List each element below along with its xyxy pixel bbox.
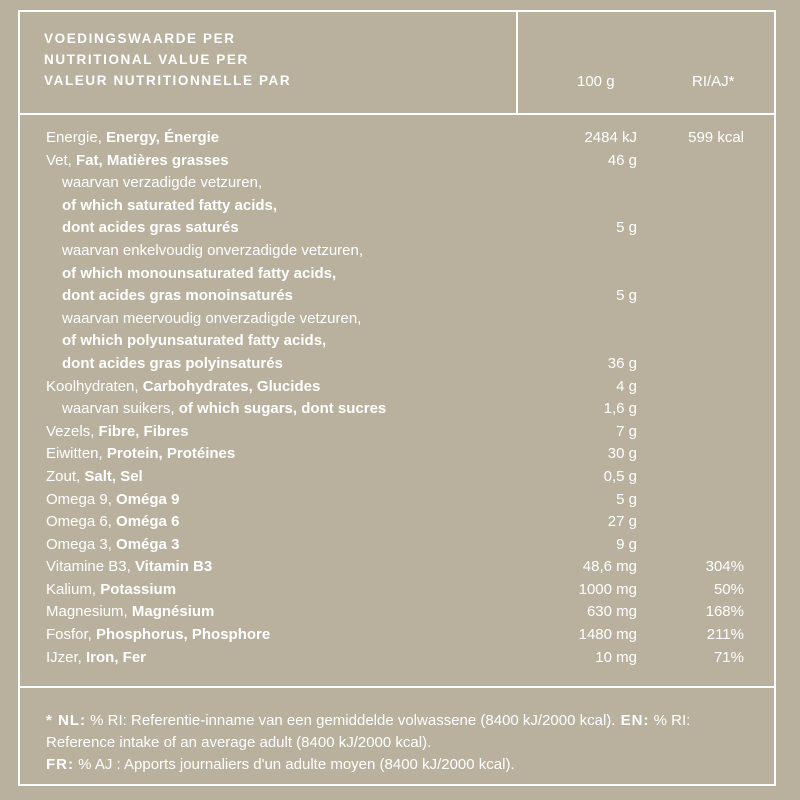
nutrient-label [62, 195, 277, 218]
nutrient-label [62, 330, 326, 353]
nutrient-label-en-fr: Vitamin B3 [134, 558, 213, 576]
nutrient-label-en-fr: Salt, Sel [84, 467, 143, 485]
nutrient-label-en-fr: Oméga 6 [116, 513, 180, 531]
nutrient-label [46, 466, 143, 489]
nutrient-label-nl: Zout, [46, 467, 85, 485]
nutrient-label [46, 511, 179, 534]
column-header-ri: RI/AJ* [692, 73, 735, 90]
nutrient-label-nl: waarvan meervoudig onverzadigde vetzuren, [62, 309, 362, 327]
value-per-100g: 30 g [607, 445, 637, 463]
value-ri: 71% [713, 648, 744, 666]
nutrient-label [46, 556, 212, 579]
value-ri: 211% [706, 626, 744, 644]
table-row [20, 579, 774, 602]
table-row [20, 489, 774, 512]
table-row [20, 398, 774, 421]
nutrient-label-en-fr: dont acides gras saturés [62, 219, 239, 237]
value-per-100g: 1,6 g [603, 400, 637, 418]
nutrient-label-nl: waarvan suikers, [62, 400, 179, 418]
nutrient-label [62, 285, 293, 308]
footnote-divider [20, 686, 774, 688]
nutrient-label-nl: Omega 6, [46, 513, 117, 531]
value-per-100g: 5 g [616, 490, 637, 508]
header-titles [44, 28, 291, 91]
nutrient-label [46, 624, 270, 647]
value-per-100g: 630 mg [586, 603, 637, 621]
nutrient-label [62, 308, 361, 331]
nutrient-label-en-fr: Phosphorus, Phosphore [96, 626, 271, 644]
nutrient-label-en-fr: Oméga 3 [116, 535, 180, 553]
table-row [20, 127, 774, 150]
nutrient-label [62, 172, 262, 195]
value-per-100g: 0,5 g [603, 467, 637, 485]
table-row [20, 172, 774, 195]
nutrient-label-en-fr: Magnésium [131, 603, 215, 621]
table-row [20, 511, 774, 534]
footnote-fr-tag: FR: [46, 756, 74, 773]
value-per-100g: 46 g [607, 151, 637, 169]
nutrient-label [46, 534, 179, 557]
table-row [20, 195, 774, 218]
value-ri: 50% [713, 580, 744, 598]
header-title-nl: VOEDINGSWAARDE PER [44, 31, 236, 46]
value-per-100g: 4 g [616, 377, 637, 395]
nutrient-label-en-fr: of which polyunsaturated fatty acids, [62, 332, 327, 350]
table-row [20, 556, 774, 579]
nutrient-label [62, 240, 363, 263]
nutrient-label-en-fr: Potassium [100, 580, 177, 598]
value-ri: 168% [705, 603, 744, 621]
nutrient-label [46, 647, 146, 670]
nutrient-label-nl: Koolhydraten, [46, 377, 143, 395]
table-row [20, 330, 774, 353]
nutrient-label [46, 421, 189, 444]
nutrient-label [62, 217, 239, 240]
nutrient-label-nl: IJzer, [46, 648, 87, 666]
nutrient-label-nl: Fosfor, [46, 626, 97, 644]
table-row [20, 308, 774, 331]
table-header [20, 12, 774, 115]
value-per-100g: 1480 mg [578, 626, 637, 644]
table-row [20, 263, 774, 286]
header-title-fr: VALEUR NUTRITIONNELLE PAR [44, 73, 292, 88]
value-per-100g: 36 g [607, 354, 637, 372]
nutrient-label-en-fr: Oméga 9 [116, 490, 180, 508]
table-row [20, 150, 774, 173]
nutrient-label [46, 376, 320, 399]
nutrient-label-en-fr: Energy, Énergie [106, 129, 220, 146]
nutrient-label-nl: Vezels, [46, 422, 99, 440]
footnote [46, 710, 746, 776]
nutrient-label-nl: Vitamine B3, [46, 558, 135, 576]
value-per-100g: 2484 kJ [584, 129, 637, 146]
nutrient-label-en-fr: of which sugars, dont sucres [178, 400, 387, 418]
nutrient-label-nl: Omega 3, [46, 535, 117, 553]
table-row [20, 443, 774, 466]
nutrient-label-nl: Energie, [46, 129, 107, 146]
table-row [20, 647, 774, 670]
nutrient-label-en-fr: dont acides gras polyinsaturés [62, 354, 283, 372]
nutrient-label [46, 489, 179, 512]
table-row [20, 285, 774, 308]
footnote-en-tag: EN: [615, 712, 650, 729]
value-per-100g: 10 mg [595, 648, 637, 666]
nutrient-label-nl: Omega 9, [46, 490, 117, 508]
table-row [20, 601, 774, 624]
nutrient-label-nl: Kalium, [46, 580, 101, 598]
value-per-100g: 9 g [616, 535, 637, 553]
header-divider [516, 12, 518, 113]
footnote-fr-text: % AJ : Apports journaliers d'un adulte moyen (8400 kJ/2000 kcal). [74, 756, 515, 773]
nutrient-label-nl: waarvan enkelvoudig onverzadigde vetzuren, [62, 241, 364, 259]
nutrient-label [62, 398, 386, 421]
table-row [20, 240, 774, 263]
nutrient-rows [20, 127, 774, 669]
nutrient-label-en-fr: Fibre, Fibres [98, 422, 189, 440]
nutrient-label-en-fr: Protein, Protéines [106, 445, 236, 463]
table-row [20, 353, 774, 376]
nutrient-label-nl: Magnesium, [46, 603, 132, 621]
header-title-en: NUTRITIONAL VALUE PER [44, 52, 249, 67]
nutrient-label-en-fr: of which saturated fatty acids, [62, 196, 278, 214]
nutrition-table [18, 10, 776, 786]
value-ri: 304% [705, 558, 744, 576]
nutrient-label-en-fr: of which monounsaturated fatty acids, [62, 264, 337, 282]
nutrient-label [46, 443, 235, 466]
nutrient-label [62, 263, 336, 286]
nutrient-label [46, 127, 219, 150]
nutrient-label-nl: waarvan verzadigde vetzuren, [62, 174, 263, 192]
value-ri: 599 kcal [688, 129, 744, 146]
nutrient-label-en-fr: dont acides gras monoinsaturés [62, 287, 293, 305]
table-row [20, 421, 774, 444]
nutrient-label-nl: Eiwitten, [46, 445, 107, 463]
nutrient-label [46, 579, 176, 602]
value-per-100g: 1000 mg [578, 580, 637, 598]
value-per-100g: 7 g [616, 422, 637, 440]
nutrient-label-en-fr: Fat, Matières grasses [76, 151, 229, 169]
table-row [20, 534, 774, 557]
table-row [20, 376, 774, 399]
value-per-100g: 27 g [607, 513, 637, 531]
footnote-en-text: % RI: Reference intake of an average adult (8400 kJ/2000 kcal). [46, 712, 691, 751]
value-per-100g: 48,6 mg [582, 558, 637, 576]
value-per-100g: 5 g [616, 219, 637, 237]
column-header-100g: 100 g [577, 73, 615, 90]
nutrient-label-nl: Vet, [46, 151, 77, 169]
nutrient-label [62, 353, 283, 376]
table-row [20, 217, 774, 240]
table-row [20, 466, 774, 489]
table-row [20, 624, 774, 647]
footnote-nl-tag: * NL: [46, 712, 86, 729]
nutrient-label [46, 150, 229, 173]
nutrient-label-en-fr: Iron, Fer [86, 648, 147, 666]
nutrient-label [46, 601, 214, 624]
value-per-100g: 5 g [616, 287, 637, 305]
nutrient-label-en-fr: Carbohydrates, Glucides [142, 377, 321, 395]
footnote-nl-text: % RI: Referentie-inname van een gemiddelde volwassene (8400 kJ/2000 kcal). [86, 712, 616, 729]
